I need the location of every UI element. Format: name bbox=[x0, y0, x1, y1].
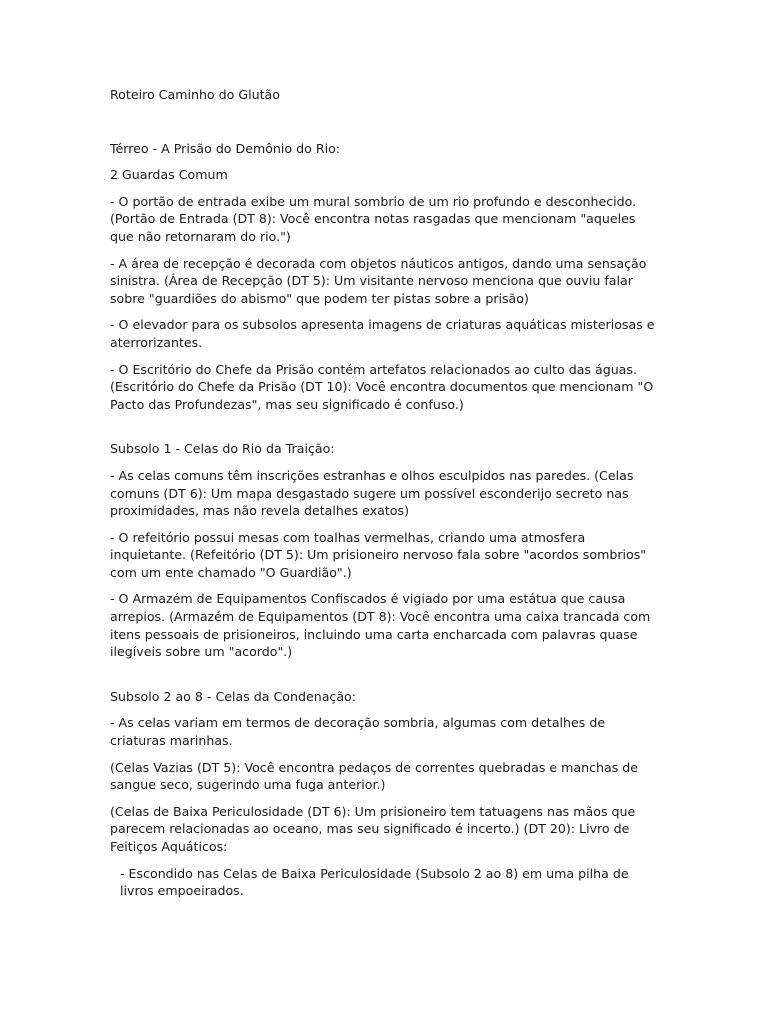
paragraph: - Escondido nas Celas de Baixa Periculosidade (Subsolo 2 ao 8) em uma pilha de livros empoeirados. bbox=[120, 865, 629, 899]
paragraph: - O elevador para os subsolos apresenta imagens de criaturas aquáticas misteriosas e aterrorizantes. bbox=[110, 317, 655, 350]
paragraph: (Celas de Baixa Periculosidade (DT 6): Um prisioneiro tem tatuagens nas mãos que parecem relacionadas ao oceano, mas seu significado é incerto.) (DT 20): Livro de Feitiços Aquáticos: bbox=[110, 803, 636, 854]
paragraph: - O refeitório possui mesas com toalhas vermelhas, criando uma atmosfera inquietante. (Refeitório (DT 5): Um prisioneiro nervoso fala sobre "acordos sombrios" com um ente chamado "O Guardião".) bbox=[110, 529, 647, 580]
paragraph: - O portão de entrada exibe um mural sombrio de um rio profundo e desconhecido. (Portão de Entrada (DT 8): Você encontra notas rasgadas que mencionam "aqueles que não retornaram do rio.") bbox=[110, 193, 637, 244]
section-subsolo-2-8 bbox=[110, 688, 663, 900]
paragraph: - A área de recepção é decorada com objetos náuticos antigos, dando uma sensação sinistra. (Área de Recepção (DT 5): Um visitante nervoso menciona que ouviu falar sobre "guardiões do abismo" que podem ter pistas sobre a prisão) bbox=[110, 255, 647, 306]
section-terreo bbox=[110, 140, 663, 414]
section-heading: Subsolo 1 - Celas do Rio da Traição: bbox=[110, 441, 335, 457]
section-subsolo-1 bbox=[110, 440, 663, 661]
section-heading: Subsolo 2 ao 8 - Celas da Condenação: bbox=[110, 688, 356, 704]
paragraph: - O Armazém de Equipamentos Confiscados é vigiado por uma estátua que causa arrepios. (Armazém de Equipamentos (DT 8): Você encontra uma caixa trancada com itens pessoais de prisioneiros, incluindo uma carta encharcada com palavras quase ilegíveis sobre um "acordo".) bbox=[110, 591, 651, 660]
paragraph: - As celas variam em termos de decoração sombria, algumas com detalhes de criaturas marinhas. bbox=[110, 715, 606, 749]
paragraph: 2 Guardas Comum bbox=[110, 167, 228, 183]
paragraph: - As celas comuns têm inscrições estranhas e olhos esculpidos nas paredes. (Celas comuns (DT 6): Um mapa desgastado sugere um possível esconderijo secreto nas proximidades, mas não revela detalhes exatos) bbox=[110, 467, 634, 519]
section-heading: Térreo - A Prisão do Demônio do Rio: bbox=[110, 140, 341, 156]
document-title: Roteiro Caminho do Glutão bbox=[110, 87, 280, 102]
paragraph: (Celas Vazias (DT 5): Você encontra pedaços de correntes quebradas e manchas de sangue seco, sugerindo uma fuga anterior.) bbox=[110, 759, 639, 793]
paragraph: - O Escritório do Chefe da Prisão contém artefatos relacionados ao culto das águas. (Escritório do Chefe da Prisão (DT 10): Você encontra documentos que mencionam "O Pacto das Profundezas", mas seu significado é confuso.) bbox=[110, 361, 654, 412]
